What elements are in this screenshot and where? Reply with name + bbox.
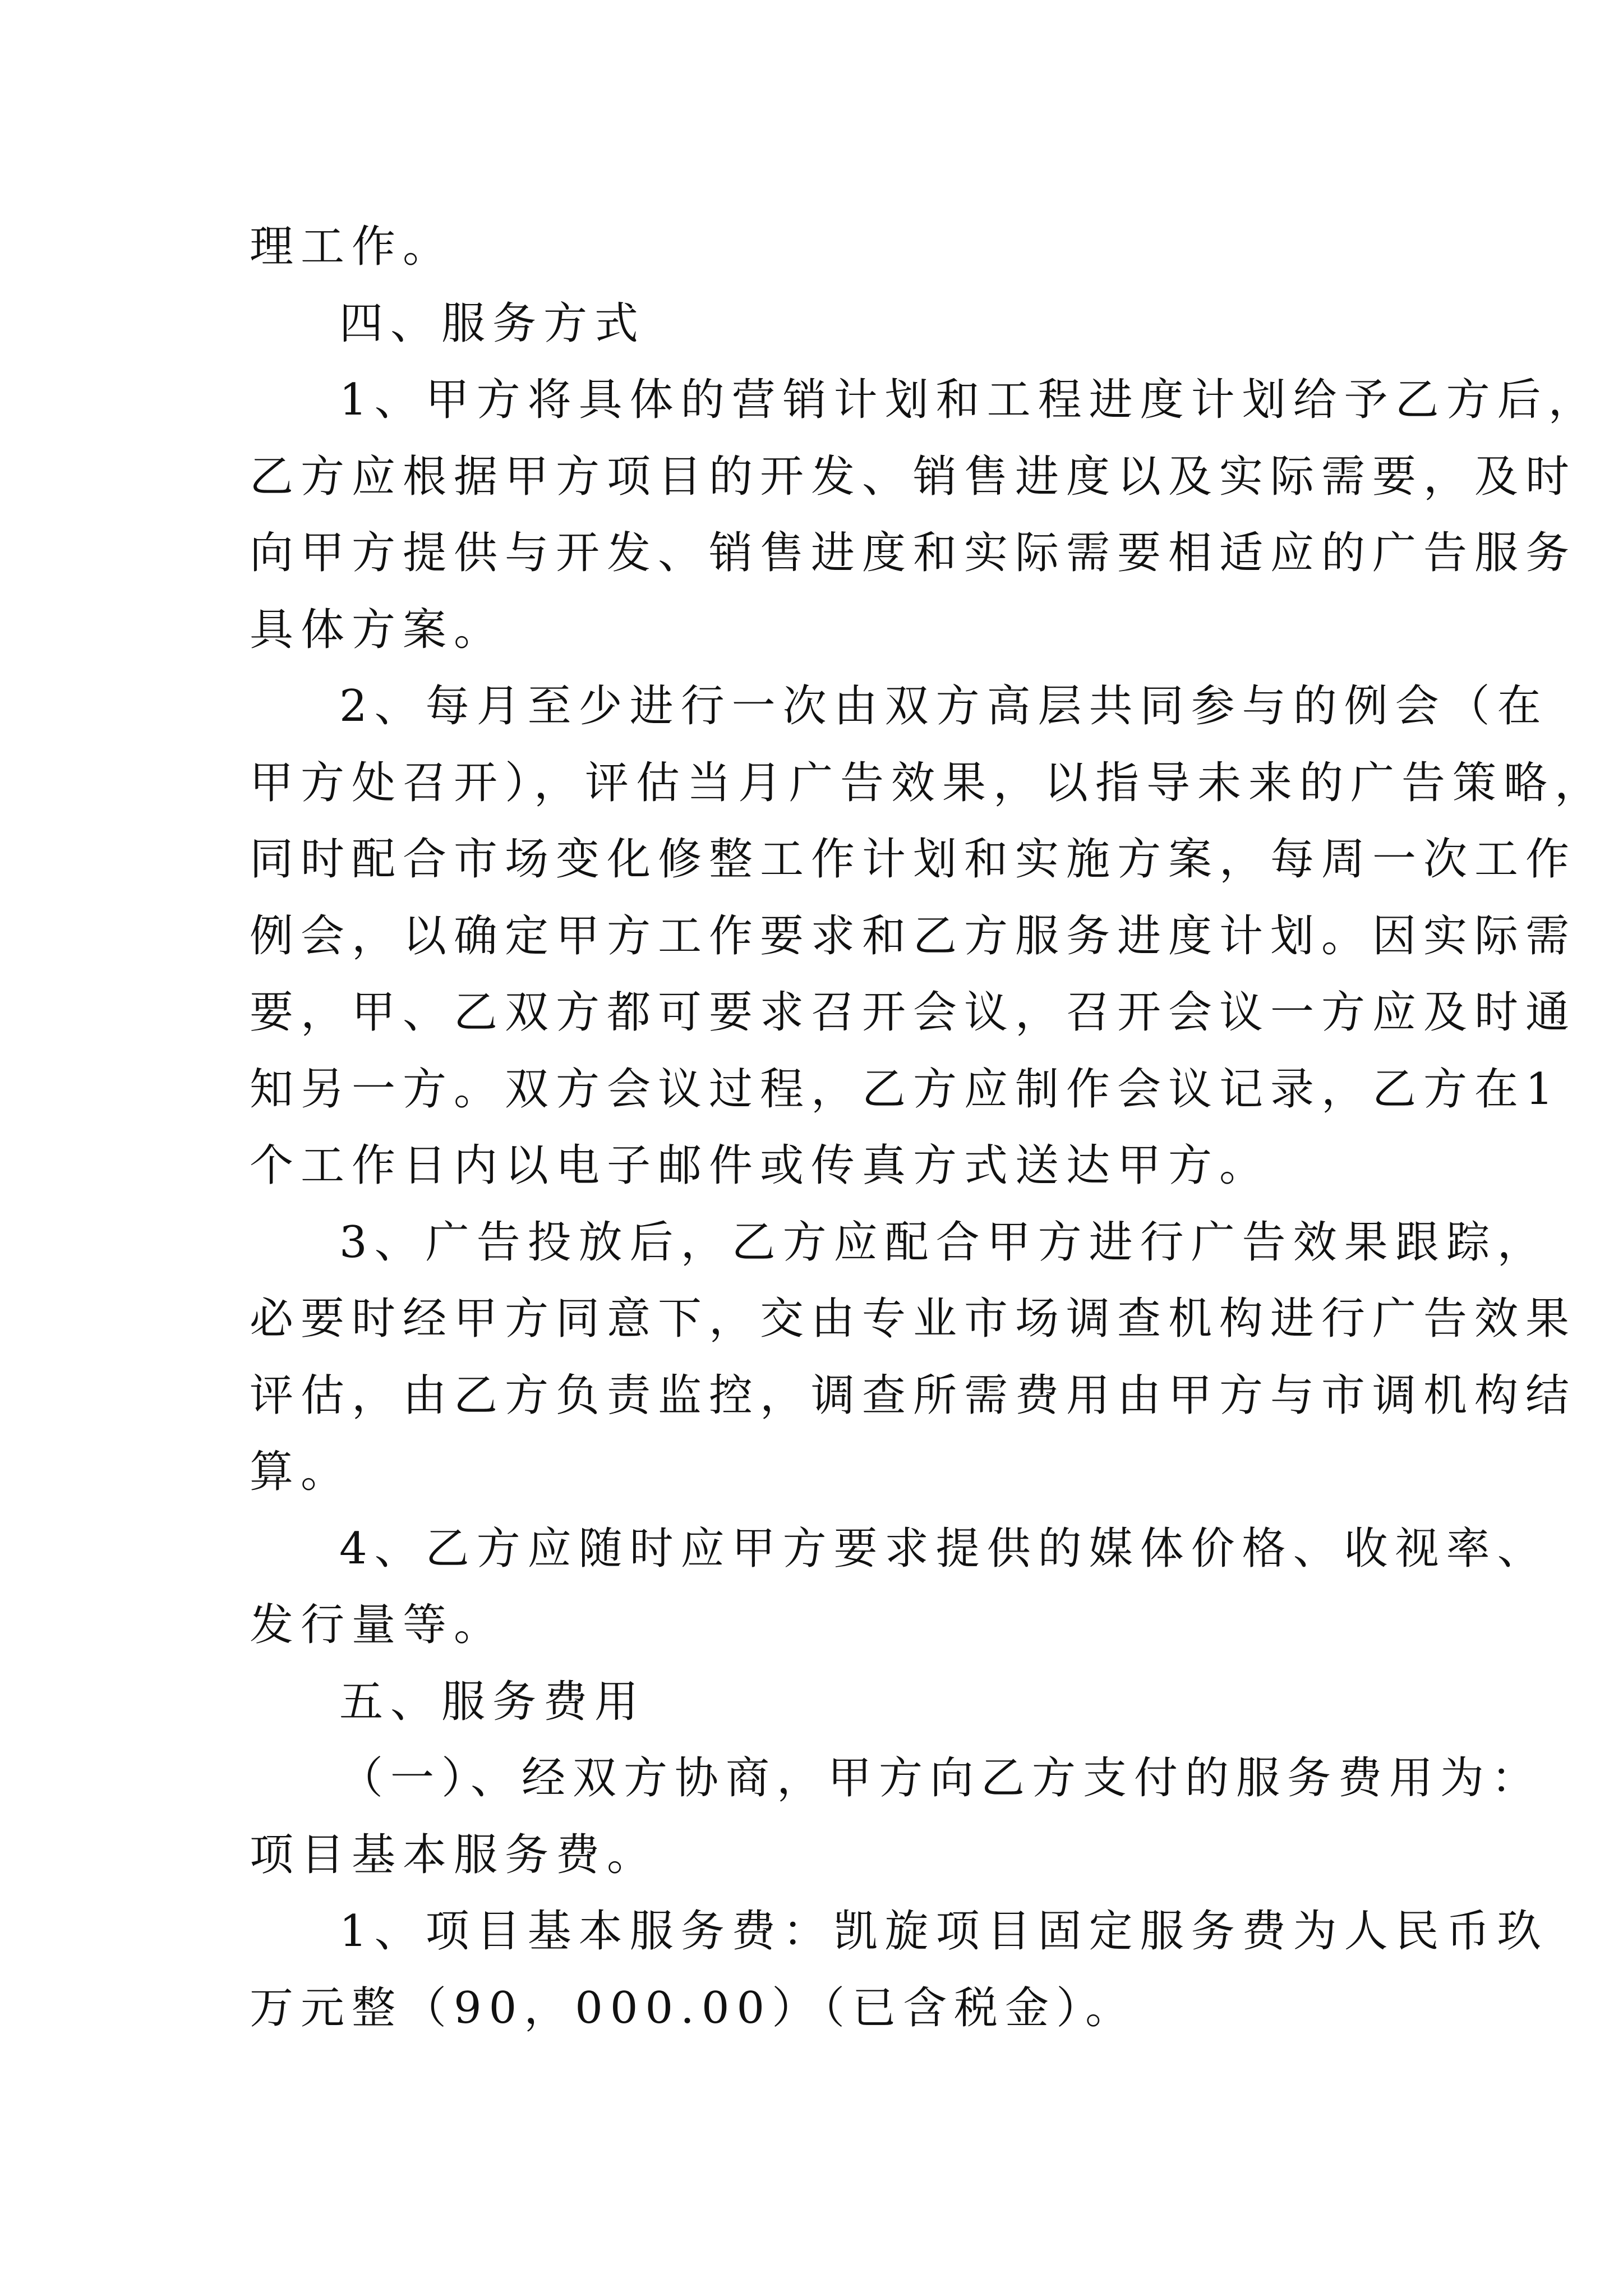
- text-line: 个工作日内以电子邮件或传真方式送达甲方。: [250, 1140, 1271, 1191]
- text-line: 甲方处召开），评估当月广告效果，以指导未来的广告策略，: [250, 757, 1606, 808]
- text-line: 理工作。: [250, 222, 454, 272]
- text-line: 1、项目基本服务费：凯旋项目固定服务费为人民币玖: [339, 1906, 1548, 1957]
- text-line: 项目基本服务费。: [250, 1829, 658, 1880]
- text-line: 发行量等。: [250, 1600, 505, 1650]
- text-line: 必要时经甲方同意下，交由专业市场调查机构进行广告效果: [250, 1294, 1577, 1344]
- text-line: 1、甲方将具体的营销计划和工程进度计划给予乙方后，: [339, 375, 1599, 425]
- text-line: （一）、经双方协商，甲方向乙方支付的服务费用为：: [339, 1753, 1543, 1803]
- text-line: 2、每月至少进行一次由双方高层共同参与的例会（在: [339, 681, 1548, 731]
- text-line: 具体方案。: [250, 604, 505, 655]
- text-line: 同时配合市场变化修整工作计划和实施方案，每周一次工作: [250, 834, 1577, 885]
- text-line: 3、广告投放后，乙方应配合甲方进行广告效果跟踪，: [339, 1217, 1548, 1268]
- text-line: 算。: [250, 1447, 352, 1497]
- text-line: 万元整（90，000.00）（已含税金）。: [250, 1982, 1137, 2033]
- document-body: [250, 209, 1606, 2046]
- section-heading-service-method: 四、服务方式: [339, 298, 646, 349]
- text-line: 4、乙方应随时应甲方要求提供的媒体价格、收视率、: [339, 1523, 1548, 1574]
- section-heading-service-fee: 五、服务费用: [339, 1676, 646, 1727]
- text-line: 评估，由乙方负责监控，调查所需费用由甲方与市调机构结: [250, 1370, 1577, 1421]
- text-line: 向甲方提供与开发、销售进度和实际需要相适应的广告服务: [250, 528, 1577, 578]
- text-line: 要，甲、乙双方都可要求召开会议，召开会议一方应及时通: [250, 987, 1577, 1038]
- text-line: 知另一方。双方会议过程，乙方应制作会议记录，乙方在1: [250, 1064, 1561, 1115]
- text-line: 乙方应根据甲方项目的开发、销售进度以及实际需要，及时: [250, 451, 1577, 502]
- text-line: 例会，以确定甲方工作要求和乙方服务进度计划。因实际需: [250, 910, 1577, 961]
